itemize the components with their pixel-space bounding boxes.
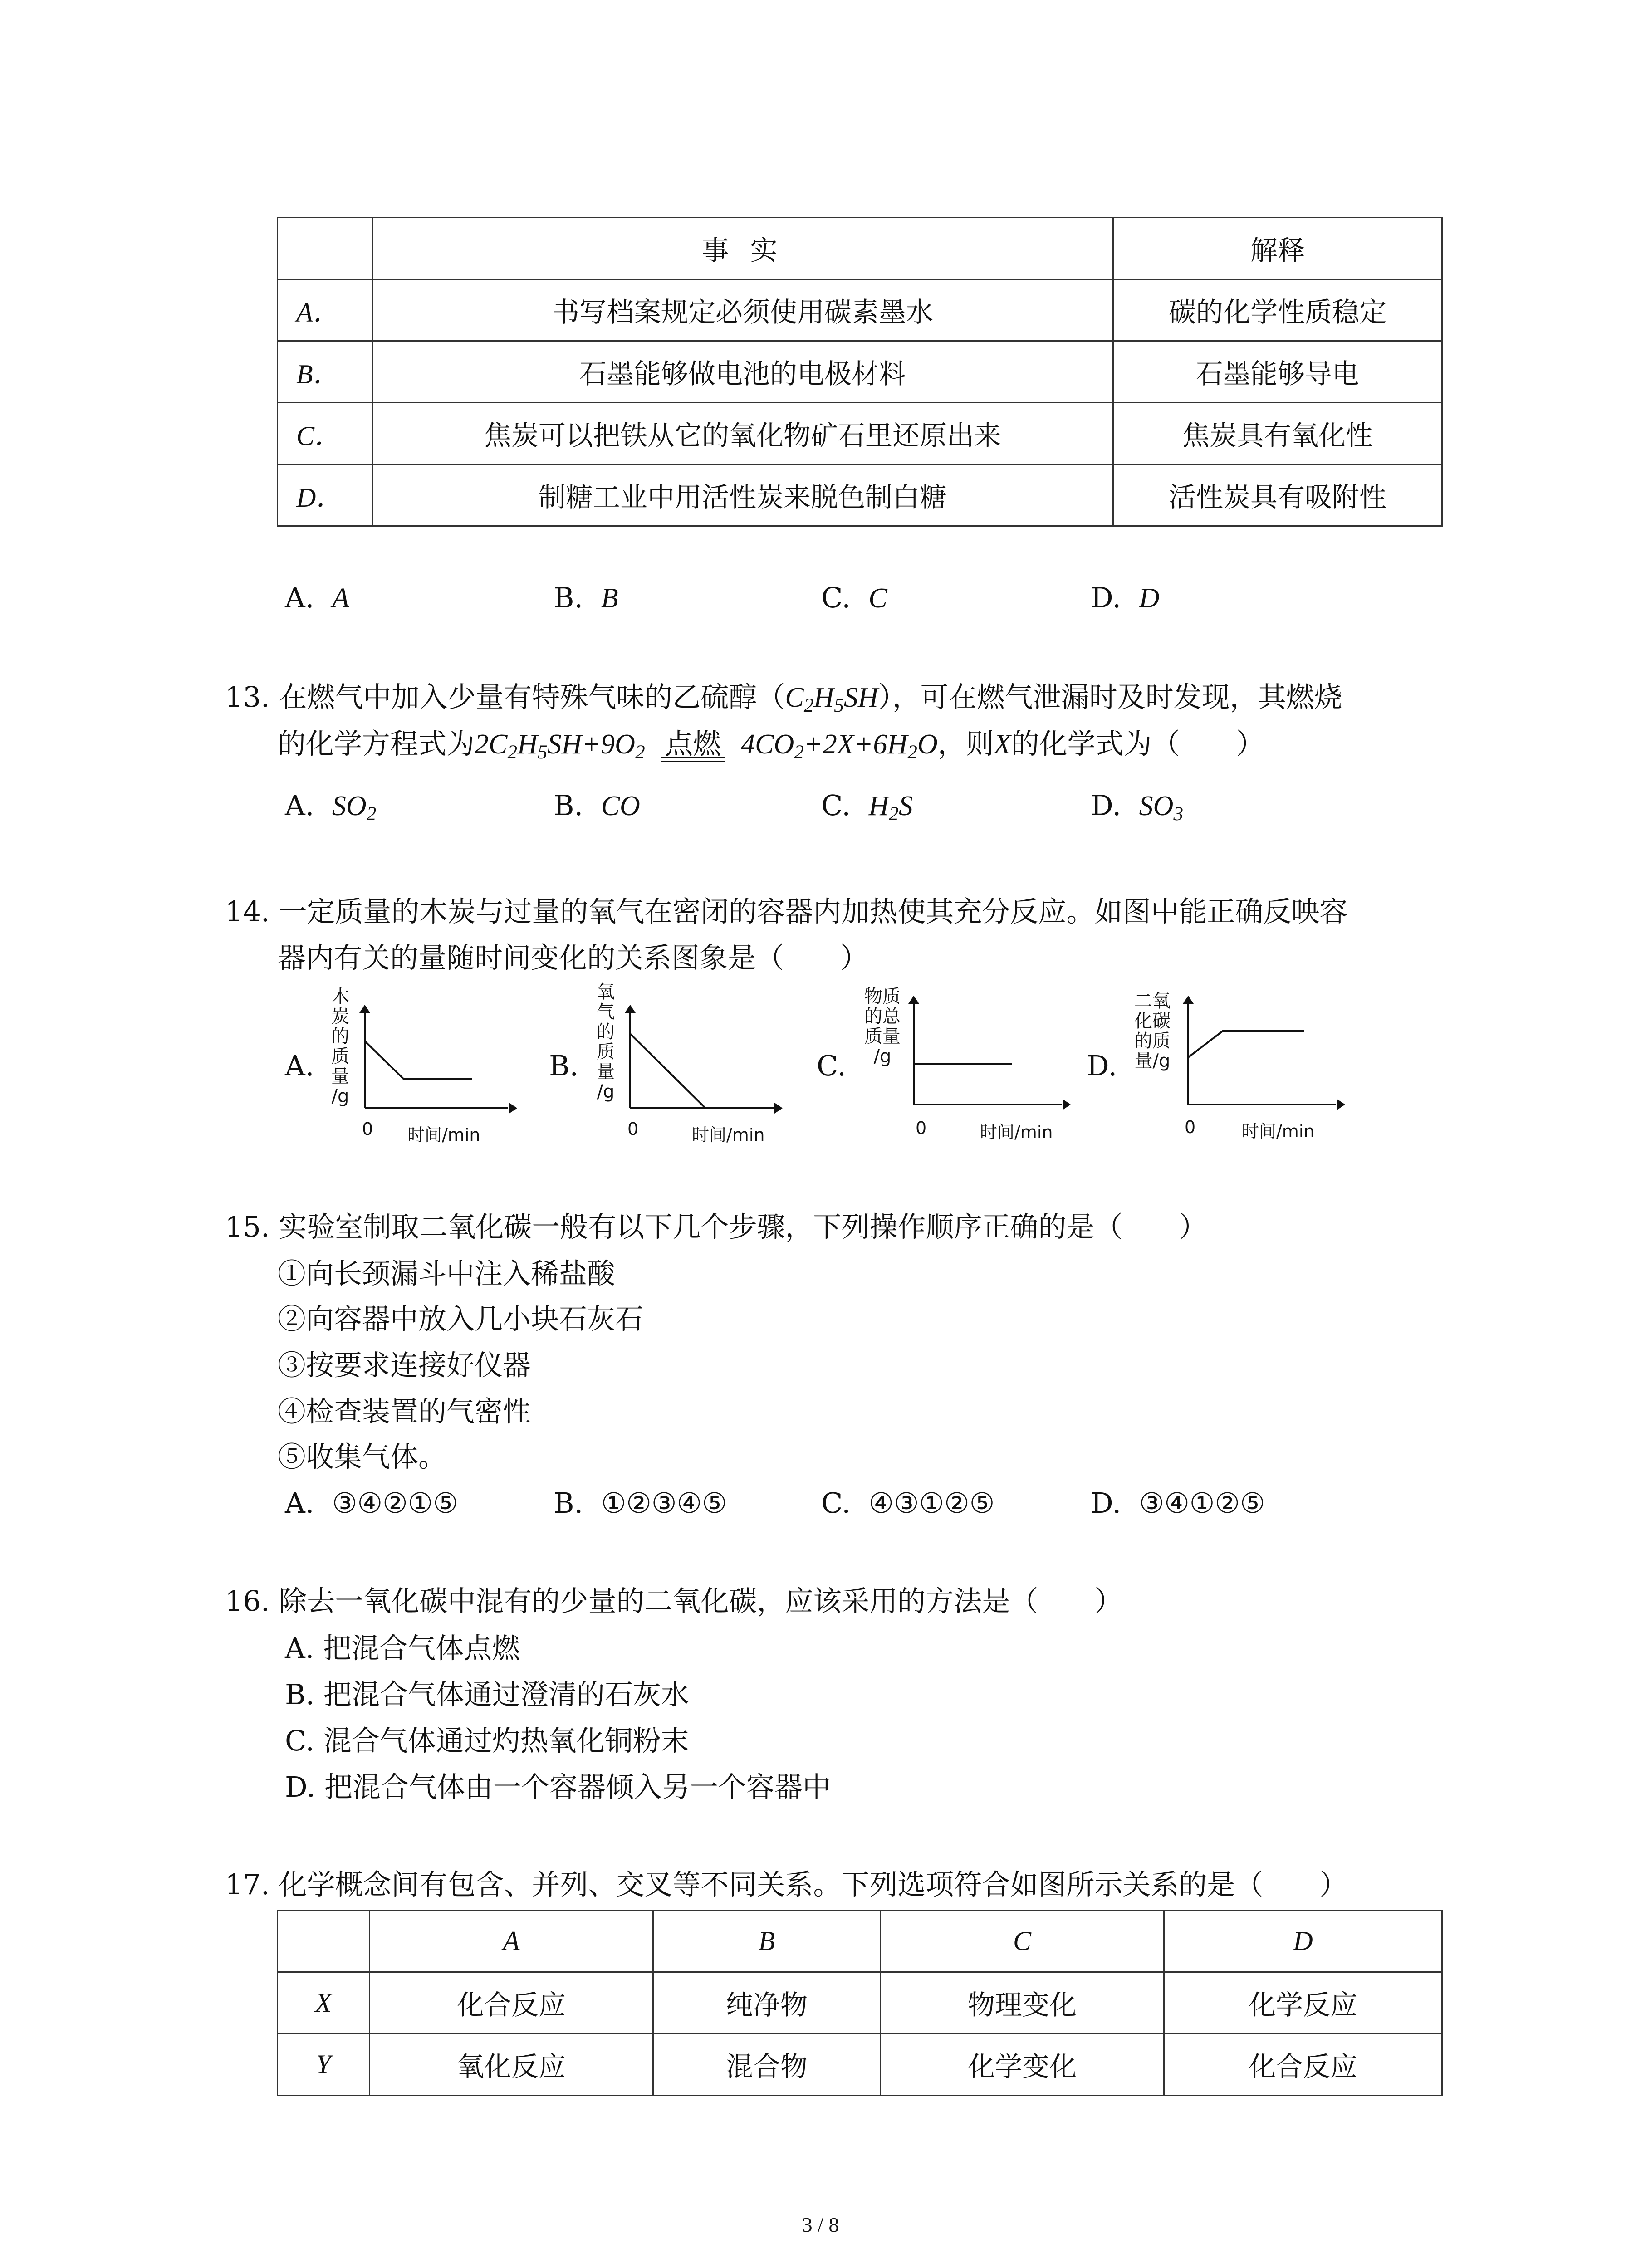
q16-option-c[interactable]: C. 混合气体通过灼热氧化铜粉末 [285, 1724, 689, 1757]
q15-step: ④检查装置的气密性 [278, 1395, 531, 1428]
chart-curve [630, 1034, 705, 1108]
table-cell: D． [278, 464, 372, 526]
table-cell: X [278, 1972, 370, 2034]
q13-option-b[interactable]: B. CO [554, 789, 640, 822]
table-header-row [278, 1911, 1442, 1972]
q14-stem-line2: 器内有关的量随时间变化的关系图象是（ ） [278, 941, 869, 974]
x-axis-label: 时间/min [980, 1122, 1053, 1142]
x-axis-arrow [1063, 1099, 1071, 1110]
q16-option-d[interactable]: D. 把混合气体由一个容器倾入另一个容器中 [285, 1770, 831, 1804]
q15-step: ⑤收集气体。 [278, 1440, 447, 1473]
chart-y-label: 木 炭 的 质 量 /g [331, 986, 349, 1107]
q15-option-b[interactable]: B. ①②③④⑤ [554, 1486, 727, 1520]
q15-step: ③按要求连接好仪器 [278, 1349, 531, 1382]
q15-option-c[interactable]: C. ④③①②⑤ [821, 1486, 995, 1520]
q13-option-a[interactable]: A. $SO_2$ [285, 789, 377, 825]
q15-option-a[interactable]: A. ③④②①⑤ [285, 1486, 458, 1520]
table-cell: 制糖工业中用活性炭来脱色制白糖 [372, 464, 1113, 526]
x-axis-arrow [509, 1103, 517, 1114]
table-row [278, 403, 1442, 464]
q13-option-c[interactable]: C. $H_2S$ [821, 789, 913, 825]
chart-y-label: 氧 气 的 质 量 /g [597, 982, 615, 1102]
table-cell: 焦炭可以把铁从它的氧化物矿石里还原出来 [372, 403, 1113, 464]
question-number: 15. [225, 1210, 270, 1243]
q12-option-d[interactable]: D. D [1091, 581, 1160, 614]
table-cell: 混合物 [653, 2034, 881, 2096]
table-cell: 物理变化 [881, 1972, 1164, 2034]
q14-chart-a[interactable] [327, 987, 526, 1154]
q14-chart-d[interactable] [1132, 987, 1345, 1150]
table-cell: 碳的化学性质稳定 [1113, 279, 1442, 341]
q12-option-c[interactable]: C. C [821, 581, 887, 614]
table-cell: 化学变化 [881, 2034, 1164, 2096]
table-cell: 焦炭具有氧化性 [1113, 403, 1442, 464]
origin-label: 0 [362, 1119, 373, 1139]
q15-stem: 15. 实验室制取二氧化碳一般有以下几个步骤，下列操作顺序正确的是（ ） [225, 1210, 1207, 1243]
table-cell: 书写档案规定必须使用碳素墨水 [372, 279, 1113, 341]
option-value: $SO_2$ [332, 791, 377, 825]
table-cell: 石墨能够导电 [1113, 341, 1442, 403]
table-cell: 解释 [1113, 218, 1442, 279]
q16-option-a[interactable]: A. 把混合气体点燃 [285, 1632, 520, 1665]
q12-option-a[interactable]: A. A [285, 581, 349, 614]
q14-option-b[interactable]: B. [549, 1049, 579, 1082]
table-row [278, 1972, 1442, 2034]
q14-stem-line1: 14. 一定质量的木炭与过量的氧气在密闭的容器内加热使其充分反应。如图中能正确反映容 [225, 895, 1348, 928]
table-cell: D [1164, 1911, 1442, 1972]
chart-y-label: 二氧 化碳 的质 量/g [1134, 991, 1171, 1071]
table-cell: 氧化反应 [370, 2034, 653, 2096]
origin-label: 0 [627, 1119, 639, 1139]
chart-curve [1188, 1031, 1304, 1057]
chart-axes [912, 996, 1071, 1109]
x-axis-label: 时间/min [692, 1125, 765, 1145]
q14-chart-b[interactable] [592, 982, 792, 1154]
origin-label: 0 [916, 1118, 927, 1138]
q12-table [277, 217, 1443, 527]
table-cell: C [881, 1911, 1164, 1972]
table-cell [278, 1911, 370, 1972]
x-axis-label: 时间/min [407, 1125, 480, 1145]
table-cell: 活性炭具有吸附性 [1113, 464, 1442, 526]
q15-step: ②向容器中放入几小块石灰石 [278, 1302, 644, 1335]
q12-option-b[interactable]: B. B [554, 581, 618, 614]
table-row [278, 2034, 1442, 2096]
q17-table [277, 1910, 1443, 2096]
table-cell: B [653, 1911, 881, 1972]
table-row [278, 464, 1442, 526]
table-cell: 化合反应 [370, 1972, 653, 2034]
q13-option-d[interactable]: D. $SO_3$ [1091, 789, 1184, 825]
chart-y-label: 物质 的总 质量 /g [864, 986, 901, 1067]
x-axis-arrow [1337, 1099, 1345, 1110]
page-number: 3 / 8 [802, 2213, 839, 2236]
table-cell: 事 实 [372, 218, 1113, 279]
reaction-condition: 点燃 [665, 726, 721, 762]
table-cell: 化合反应 [1164, 2034, 1442, 2096]
chart-axes [363, 1005, 517, 1114]
table-row [278, 341, 1442, 403]
chart-axes [1186, 996, 1345, 1109]
chart-curve [365, 1041, 472, 1079]
q16-stem: 16. 除去一氧化碳中混有的少量的二氧化碳，应该采用的方法是（ ） [225, 1584, 1123, 1618]
q15-option-d[interactable]: D. ③④①②⑤ [1091, 1486, 1265, 1520]
x-axis-arrow [774, 1103, 783, 1114]
chart-axes [628, 1005, 783, 1114]
origin-label: 0 [1185, 1117, 1196, 1137]
question-number: 14. [225, 895, 270, 928]
table-cell [278, 218, 372, 279]
q15-step: ①向长颈漏斗中注入稀盐酸 [278, 1257, 616, 1290]
table-cell: 化学反应 [1164, 1972, 1442, 2034]
option-value: $H_2S$ [868, 791, 913, 825]
table-cell: A． [278, 279, 372, 341]
q13-stem-line1: 13. 在燃气中加入少量有特殊气味的乙硫醇$(C_2H_5SH)$，可在燃气泄漏时及时发现，其燃烧 [225, 680, 1342, 716]
x-axis-label: 时间/min [1242, 1121, 1315, 1141]
q14-option-c[interactable]: C. [817, 1049, 846, 1082]
q14-option-d[interactable]: D. [1087, 1049, 1117, 1082]
q14-option-a[interactable]: A. [285, 1049, 314, 1082]
option-value: $SO_3$ [1139, 791, 1184, 825]
table-header-row [278, 218, 1442, 279]
table-cell: B． [278, 341, 372, 403]
q16-option-b[interactable]: B. 把混合气体通过澄清的石灰水 [285, 1678, 689, 1711]
table-cell: C． [278, 403, 372, 464]
q13-stem-line2: 的化学方程式为$2C_2H_5SH+9O_2$ 点燃 $4CO_2+2X+6H_2O$，则X的化学式为（ ） [278, 726, 1264, 763]
table-cell: Y [278, 2034, 370, 2096]
table-cell: A [370, 1911, 653, 1972]
question-number: 17. [225, 1868, 270, 1901]
q14-chart-c[interactable] [862, 987, 1075, 1150]
question-number: 13. [225, 680, 270, 714]
question-number: 16. [225, 1584, 270, 1618]
table-cell: 纯净物 [653, 1972, 881, 2034]
q17-stem: 17. 化学概念间有包含、并列、交叉等不同关系。下列选项符合如图所示关系的是（ ） [225, 1868, 1348, 1901]
table-row [278, 279, 1442, 341]
table-cell: 石墨能够做电池的电极材料 [372, 341, 1113, 403]
